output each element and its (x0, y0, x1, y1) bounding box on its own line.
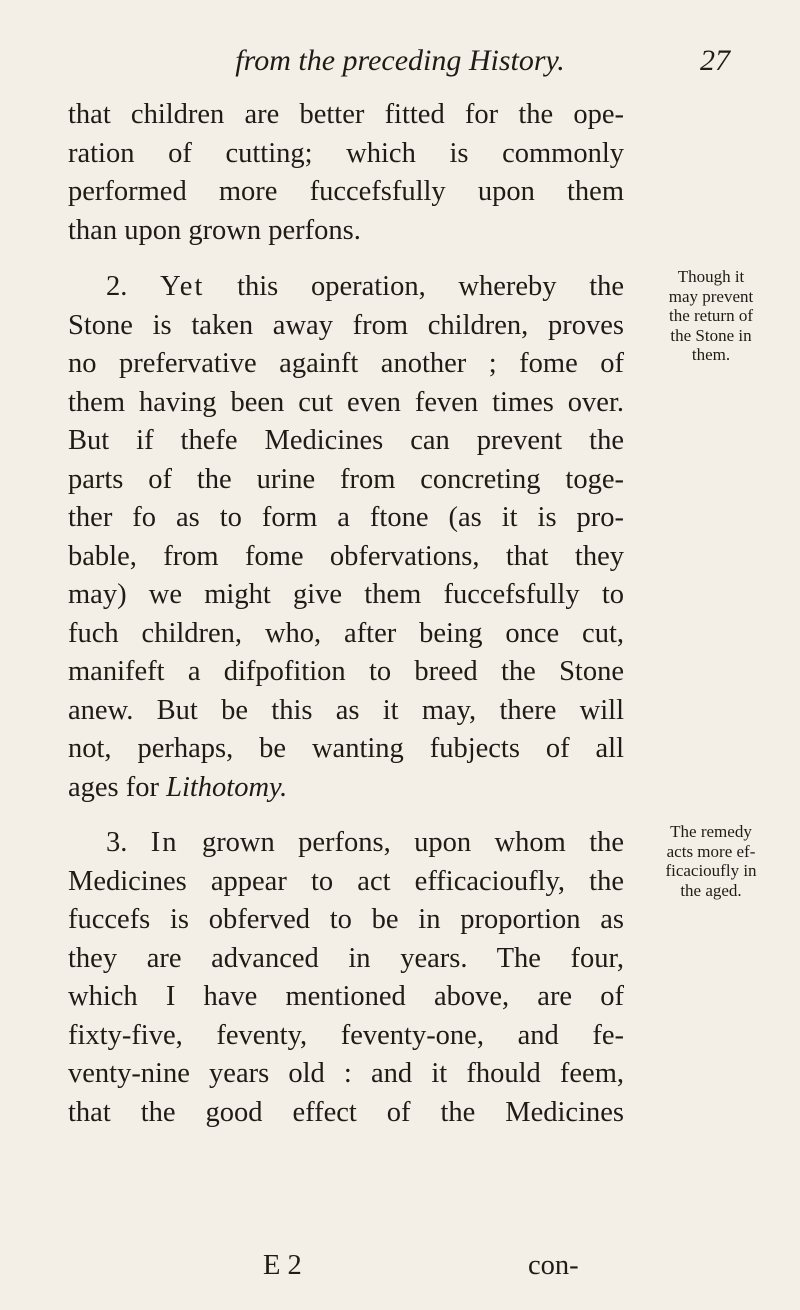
margin-note-line: acts more ef- (666, 841, 756, 861)
margin-note-line: the Stone in (670, 325, 752, 345)
paragraph-number: 2. (106, 271, 128, 302)
page-number: 27 (700, 44, 730, 77)
italic-word: Lithotomy. (166, 771, 288, 803)
text-line: Medicines appear to act efficacioufly, the (68, 865, 624, 897)
margin-note-line: may prevent (668, 286, 754, 306)
margin-note-line: Though it (677, 267, 745, 286)
text-line: bable, from fome obfervations, that they (68, 540, 624, 572)
text-line: that the good effect of the Medicines (68, 1096, 624, 1128)
lead-word: Yet (160, 271, 205, 302)
margin-note-line: The remedy (670, 822, 752, 841)
margin-note-line: the return of (668, 306, 754, 325)
text-line: may) we might give them fuccefsfully to (68, 579, 624, 610)
text-line: manifeft a difpofition to breed the Stone (68, 656, 624, 687)
catchword: con- (528, 1250, 579, 1281)
paragraph-1 (68, 96, 624, 250)
line-text: grown perfons, upon whom the (201, 827, 625, 858)
text-line: venty-nine years old : and it fhould feem, (68, 1058, 624, 1089)
margin-note-line: ficacioufly in (665, 861, 757, 880)
text-line: not, perhaps, be wanting fubjects of all (68, 733, 624, 764)
margin-note-2 (628, 822, 794, 900)
margin-note-line: the aged. (680, 880, 742, 900)
margin-note-1 (628, 267, 794, 365)
page-footer (68, 1250, 624, 1290)
margin-note-line: them. (691, 345, 731, 364)
text-line (68, 268, 624, 307)
running-head: from the preceding History. (235, 44, 565, 77)
text-line: ration of cutting; which is commonly (68, 137, 624, 169)
paragraph-number: 3. (106, 827, 128, 858)
text-line (68, 824, 624, 863)
text-line: which I have mentioned above, are of (68, 981, 624, 1012)
text-line: parts of the urine from concreting toge- (68, 463, 624, 495)
text-line: But if thefe Medicines can prevent the (68, 425, 624, 456)
text-line: they are advanced in years. The four, (68, 942, 624, 974)
text-line: Stone is taken away from children, proves (68, 309, 624, 341)
text-line: them having been cut even feven times over. (68, 386, 624, 418)
text-line: performed more fuccefsfully upon them (68, 176, 624, 207)
lead-word: In (150, 827, 179, 858)
text-line: that children are better fitted for the ope- (68, 99, 624, 130)
text-line: than upon grown perfons. (68, 214, 361, 246)
text-line: fixty-five, feventy, feventy-one, and fe- (68, 1019, 624, 1051)
text-line: no prefervative againft another ; fome of (68, 348, 624, 379)
line-text: this operation, whereby the (237, 271, 625, 302)
text-line (68, 769, 624, 808)
text-line: ther fo as to form a ftone (as it is pro- (68, 502, 624, 533)
paragraph-3 (68, 824, 624, 1132)
text-line: anew. But be this as it may, there will (68, 694, 624, 726)
text-line: fuch children, who, after being once cut, (68, 617, 624, 649)
paragraph-2 (68, 268, 624, 807)
text-line: fuccefs is obferved to be in proportion as (68, 904, 624, 935)
line-text: ages for (68, 771, 159, 803)
page-header (70, 44, 730, 94)
signature-mark: E 2 (263, 1250, 302, 1281)
